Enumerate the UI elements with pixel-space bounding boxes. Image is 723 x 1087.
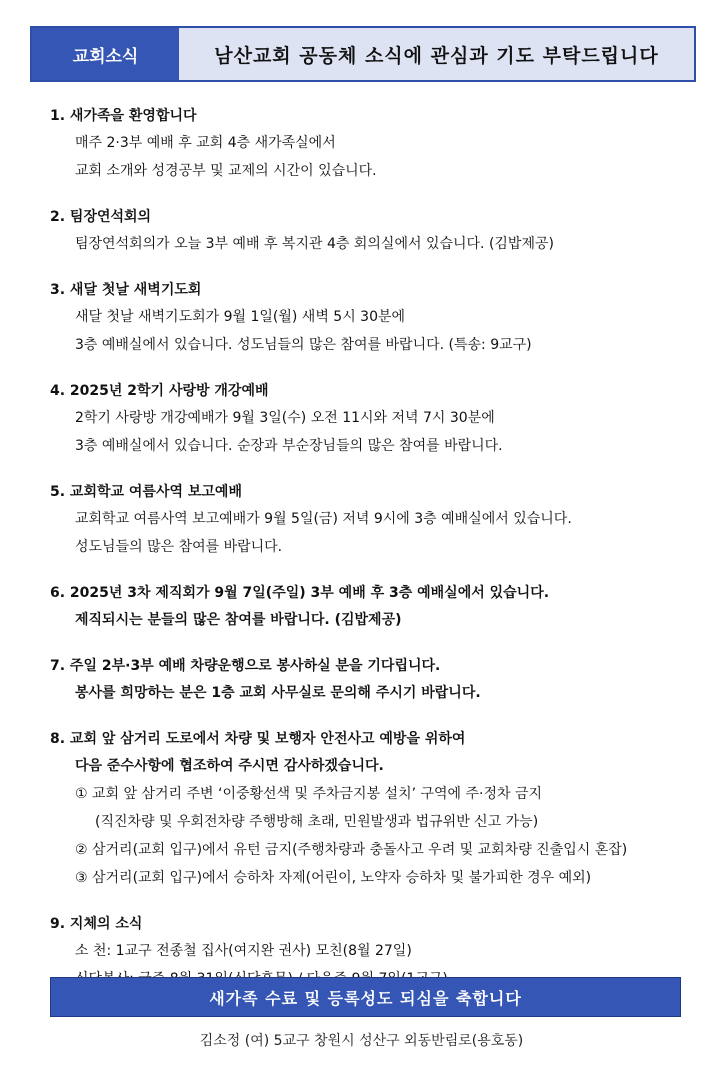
notice-item-line: 3층 예배실에서 있습니다. 순장과 부순장님들의 많은 참여를 바랍니다.	[75, 438, 503, 454]
notice-item-line: 성도님들의 많은 참여를 바랍니다.	[75, 539, 283, 555]
notice-item-title: 5. 교회학교 여름사역 보고예배	[50, 484, 242, 500]
notice-item	[50, 204, 710, 258]
notice-item-title: 3. 새달 첫날 새벽기도회	[50, 282, 202, 298]
notice-item	[50, 479, 710, 561]
header-tag: 교회소식	[32, 28, 179, 80]
notice-item-line: 3층 예배실에서 있습니다. 성도님들의 많은 참여를 바랍니다. (특송: 9교구)	[75, 337, 532, 353]
notice-item-line: 팀장연석회의가 오늘 3부 예배 후 복지관 4층 회의실에서 있습니다. (김밥제공)	[75, 236, 554, 252]
notice-item-title: 2. 팀장연석회의	[50, 209, 152, 225]
notice-item-line: (직진차량 및 우회전차량 주행방해 초래, 민원발생과 법규위반 신고 가능)	[95, 814, 539, 830]
notice-item-line: ② 삼거리(교회 입구)에서 유턴 금지(주행차량과 충돌사고 우려 및 교회차량 진출입시 혼잡)	[75, 842, 628, 858]
notice-item	[50, 580, 710, 634]
notice-item-title: 1. 새가족을 환영합니다	[50, 108, 197, 124]
notice-item	[50, 103, 710, 185]
notice-item-line: 교회학교 여름사역 보고예배가 9월 5일(금) 저녁 9시에 3층 예배실에서 있습니다.	[75, 511, 572, 527]
notice-item-title: 9. 지체의 소식	[50, 916, 143, 932]
notice-item-line: 교회 소개와 성경공부 및 교제의 시간이 있습니다.	[75, 163, 377, 179]
notice-header	[30, 26, 696, 82]
notice-item	[50, 653, 710, 707]
notice-item-line: 2학기 사랑방 개강예배가 9월 3일(수) 오전 11시와 저녁 7시 30분에	[75, 410, 495, 426]
notice-item-line: 새달 첫날 새벽기도회가 9월 1일(월) 새벽 5시 30분에	[75, 309, 406, 325]
notice-item-line: 다음 준수사항에 협조하여 주시면 감사하겠습니다.	[75, 758, 384, 774]
notice-item-line: 소 천: 1교구 전종철 집사(여지완 권사) 모친(8월 27일)	[75, 943, 412, 959]
header-title: 남산교회 공동체 소식에 관심과 기도 부탁드립니다	[214, 44, 659, 67]
notice-item-line: ③ 삼거리(교회 입구)에서 승하차 자제(어린이, 노약자 승하차 및 불가피한 경우 예외)	[75, 870, 592, 886]
notice-item-title: 7. 주일 2부·3부 예배 차량운행으로 봉사하실 분을 기다립니다.	[50, 658, 441, 674]
notice-list	[50, 103, 710, 1012]
notice-item-line: 제직되시는 분들의 많은 참여를 바랍니다. (김밥제공)	[75, 612, 402, 628]
notice-item-line: 매주 2·3부 예배 후 교회 4층 새가족실에서	[75, 135, 336, 151]
new-family-banner: 새가족 수료 및 등록성도 되심을 축합니다	[50, 977, 681, 1017]
new-family-info: 김소정 (여) 5교구 창원시 성산구 외동반림로(용호동)	[199, 1033, 524, 1049]
notice-item-title: 4. 2025년 2학기 사랑방 개강예배	[50, 383, 269, 399]
notice-item-line: 봉사를 희망하는 분은 1층 교회 사무실로 문의해 주시기 바랍니다.	[75, 685, 481, 701]
notice-item	[50, 726, 710, 892]
notice-item-title: 8. 교회 앞 삼거리 도로에서 차량 및 보행자 안전사고 예방을 위하여	[50, 731, 466, 747]
notice-item-title: 6. 2025년 3차 제직회가 9월 7일(주일) 3부 예배 후 3층 예배실에서 있습니다.	[50, 585, 550, 601]
notice-item	[50, 277, 710, 359]
notice-item-line: ① 교회 앞 삼거리 주변 ‘이중황선색 및 주차금지봉 설치’ 구역에 주·정차 금지	[75, 786, 543, 802]
notice-item	[50, 378, 710, 460]
